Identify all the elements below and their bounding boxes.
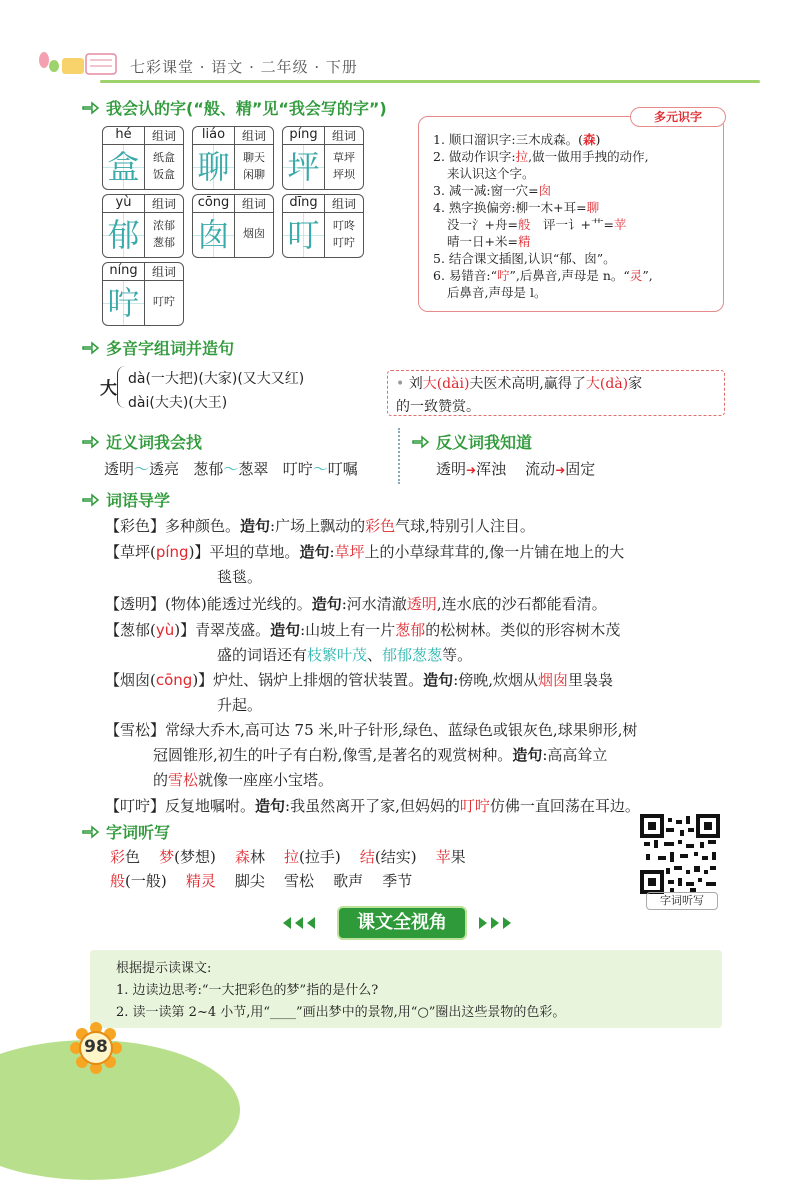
qr-code-label: 字词听写 xyxy=(646,892,718,910)
card-word: 闲聊 xyxy=(243,168,265,181)
side-item-4b: 没一氵+舟=般 评一讠+艹=苹 xyxy=(447,217,627,232)
side-item-4c: 晴一日+米=精 xyxy=(447,234,531,249)
card-word: 叮咛 xyxy=(153,295,175,308)
triangle-left-icon xyxy=(283,917,291,929)
triangle-left-icon xyxy=(295,917,303,929)
section-polyphone-label: 多音字组词并造句 xyxy=(106,339,235,358)
dictation-row-1: 彩色 梦(梦想) 森林 拉(拉手) 结(结实) 苹果 xyxy=(110,848,466,866)
card-word: 饭盒 xyxy=(153,168,175,181)
char-card-ding xyxy=(282,194,364,258)
pointing-hand-icon xyxy=(412,435,430,449)
reading-prompt-box xyxy=(90,950,722,1028)
dict-entry-yancong: 【烟囱(cōng)】炉灶、锅炉上排烟的管状装置。造句:傍晚,炊烟从烟囱里袅袅 升起。 xyxy=(105,671,614,714)
banner-title: 课文全视角 xyxy=(339,908,465,938)
triangle-right-icon xyxy=(479,917,487,929)
card-word: 浓郁 xyxy=(153,219,175,232)
page-number: 98 xyxy=(84,1037,108,1057)
side-item-2-cont: 来认识这个字。 xyxy=(447,166,535,181)
side-item-3: 3. 减一减:窗一穴=囱 xyxy=(433,183,552,198)
card-zuci-label: 组词 xyxy=(145,195,183,213)
card-zuci-label: 组词 xyxy=(325,195,363,213)
triangle-right-icon xyxy=(491,917,499,929)
side-box-literacy xyxy=(418,116,724,312)
char-card-liao xyxy=(192,126,274,190)
section-synonyms-title xyxy=(82,430,202,453)
side-item-1: 1. 顺口溜识字:三木成森。(森) xyxy=(433,132,601,147)
card-character: 叮 xyxy=(283,213,325,257)
antonym-list: 透明➜浑浊 流动➜固定 xyxy=(436,460,596,478)
section-recognize-title xyxy=(82,96,387,119)
side-item-6b: 后鼻音,声母是 l。 xyxy=(447,285,547,300)
pointing-hand-icon xyxy=(82,435,100,449)
card-pinyin: hé xyxy=(103,127,145,145)
reading-question-1: 1. 边读边思考:“一大把彩色的梦”指的是什么? xyxy=(116,983,379,998)
dict-entry-xuesong: 【雪松】常绿大乔木,高可达 75 米,叶子针形,绿色、蓝绿色或银灰色,球果卵形,树 冠圆锥形,初生的叶子有白粉,像雪,是著名的观赏树种。造句:高高耸立 的雪松就像一座座小宝塔。 xyxy=(105,721,638,789)
page-header xyxy=(0,44,800,90)
column-divider xyxy=(398,428,400,484)
card-word: 纸盒 xyxy=(153,151,175,164)
pointing-hand-icon xyxy=(82,825,100,839)
char-card-cong xyxy=(192,194,274,258)
card-zuci-label: 组词 xyxy=(145,127,183,145)
card-character: 盒 xyxy=(103,145,145,189)
char-card-ning xyxy=(102,262,184,326)
card-pinyin: liáo xyxy=(193,127,235,145)
card-zuci-label: 组词 xyxy=(235,127,273,145)
card-pinyin: níng xyxy=(103,263,145,281)
dict-entry-dingning: 【叮咛】反复地嘱咐。造句:我虽然离开了家,但妈妈的叮咛仿佛一直回荡在耳边。 xyxy=(105,797,640,815)
card-zuci-label: 组词 xyxy=(325,127,363,145)
card-character: 聊 xyxy=(193,145,235,189)
reading-prompt-title: 根据提示读课文: xyxy=(116,961,212,976)
card-character: 郁 xyxy=(103,213,145,257)
dict-entry-touming: 【透明】(物体)能透过光线的。造句:河水清澈透明,连水底的沙石都能看清。 xyxy=(105,595,607,613)
side-item-5: 5. 结合课文插图,认识“郁、囱”。 xyxy=(433,251,616,266)
side-item-6: 6. 易错音:“咛”,后鼻音,声母是 n。“灵”, xyxy=(433,268,653,283)
arrow-right-icon: ➜ xyxy=(466,463,477,477)
card-word: 聊天 xyxy=(243,151,265,164)
polyphone-char: 大 xyxy=(100,379,117,399)
section-synonyms-label: 近义词我会找 xyxy=(106,433,203,452)
card-pinyin: dīng xyxy=(283,195,325,213)
char-card-yu xyxy=(102,194,184,258)
card-pinyin: cōng xyxy=(193,195,235,213)
section-dictation-title xyxy=(82,820,170,843)
synonym-list: 透明～透亮 葱郁～葱翠 叮咛～叮嘱 xyxy=(104,460,358,478)
arrow-right-icon: ➜ xyxy=(555,463,566,477)
side-box-tag: 多元识字 xyxy=(630,107,726,127)
dict-entry-congyu: 【葱郁(yù)】青翠茂盛。造句:山坡上有一片葱郁的松树林。类似的形容树木茂 盛的词语还有枝繁叶茂、郁郁葱葱等。 xyxy=(105,621,621,664)
header-rule xyxy=(100,80,760,83)
side-item-2: 2. 做动作识字:拉,做一做用手拽的动作, xyxy=(433,149,649,164)
reading-question-2: 2. 读一读第 2~4 小节,用“____”画出梦中的景物,用“○”圈出这些景物的色彩。 xyxy=(116,1005,566,1020)
bullet-icon: • xyxy=(396,376,405,392)
dictation-row-2: 般(一般) 精灵 脚尖 雪松 歌声 季节 xyxy=(110,872,413,890)
card-character: 咛 xyxy=(103,281,145,325)
qr-code-icon[interactable] xyxy=(640,814,720,894)
dict-entry-caise: 【彩色】多种颜色。造句:广场上飘动的彩色气球,特别引人注目。 xyxy=(105,517,535,535)
char-card-ping xyxy=(282,126,364,190)
pointing-hand-icon xyxy=(82,341,100,355)
section-guide-title xyxy=(82,488,170,511)
card-word: 坪坝 xyxy=(333,168,355,181)
side-item-4: 4. 熟字换偏旁:柳一木+耳=聊 xyxy=(433,200,600,215)
card-character: 坪 xyxy=(283,145,325,189)
card-word: 葱郁 xyxy=(153,236,175,249)
section-recognize-label: 我会认的字(“般、精”见“我会写的字”) xyxy=(106,99,387,118)
card-zuci-label: 组词 xyxy=(235,195,273,213)
section-dictation-label: 字词听写 xyxy=(106,823,171,842)
brace-divider xyxy=(117,366,127,408)
card-word: 叮咛 xyxy=(333,236,355,249)
polyphone-sentence-line-1: • 刘大(dài)夫医术高明,赢得了大(dà)家 xyxy=(396,376,643,392)
section-antonyms-title xyxy=(412,430,532,453)
char-card-he xyxy=(102,126,184,190)
card-pinyin: píng xyxy=(283,127,325,145)
triangle-right-icon xyxy=(503,917,511,929)
pointing-hand-icon xyxy=(82,493,100,507)
card-pinyin: yù xyxy=(103,195,145,213)
card-zuci-label: 组词 xyxy=(145,263,183,281)
card-word: 草坪 xyxy=(333,151,355,164)
header-decoration-icon xyxy=(34,46,124,80)
pointing-hand-icon xyxy=(82,101,100,115)
card-word: 叮咚 xyxy=(333,219,355,232)
section-guide-label: 词语导学 xyxy=(106,491,171,510)
polyphone-reading-2: dài(大夫)(大王) xyxy=(128,395,228,411)
section-polyphone-title xyxy=(82,336,234,359)
header-title: 七彩课堂 · 语文 · 二年级 · 下册 xyxy=(130,58,358,76)
card-character: 囱 xyxy=(193,213,235,257)
triangle-left-icon xyxy=(307,917,315,929)
section-antonyms-label: 反义词我知道 xyxy=(436,433,533,452)
card-word: 烟囱 xyxy=(243,227,265,240)
section-banner xyxy=(283,908,523,940)
polyphone-sentence-line-2: 的一致赞赏。 xyxy=(396,399,480,415)
polyphone-reading-1: dà(一大把)(大家)(又大又红) xyxy=(128,371,305,387)
dict-entry-caoping: 【草坪(píng)】平坦的草地。造句:草坪上的小草绿茸茸的,像一片铺在地上的大 毯毯。 xyxy=(105,543,625,586)
